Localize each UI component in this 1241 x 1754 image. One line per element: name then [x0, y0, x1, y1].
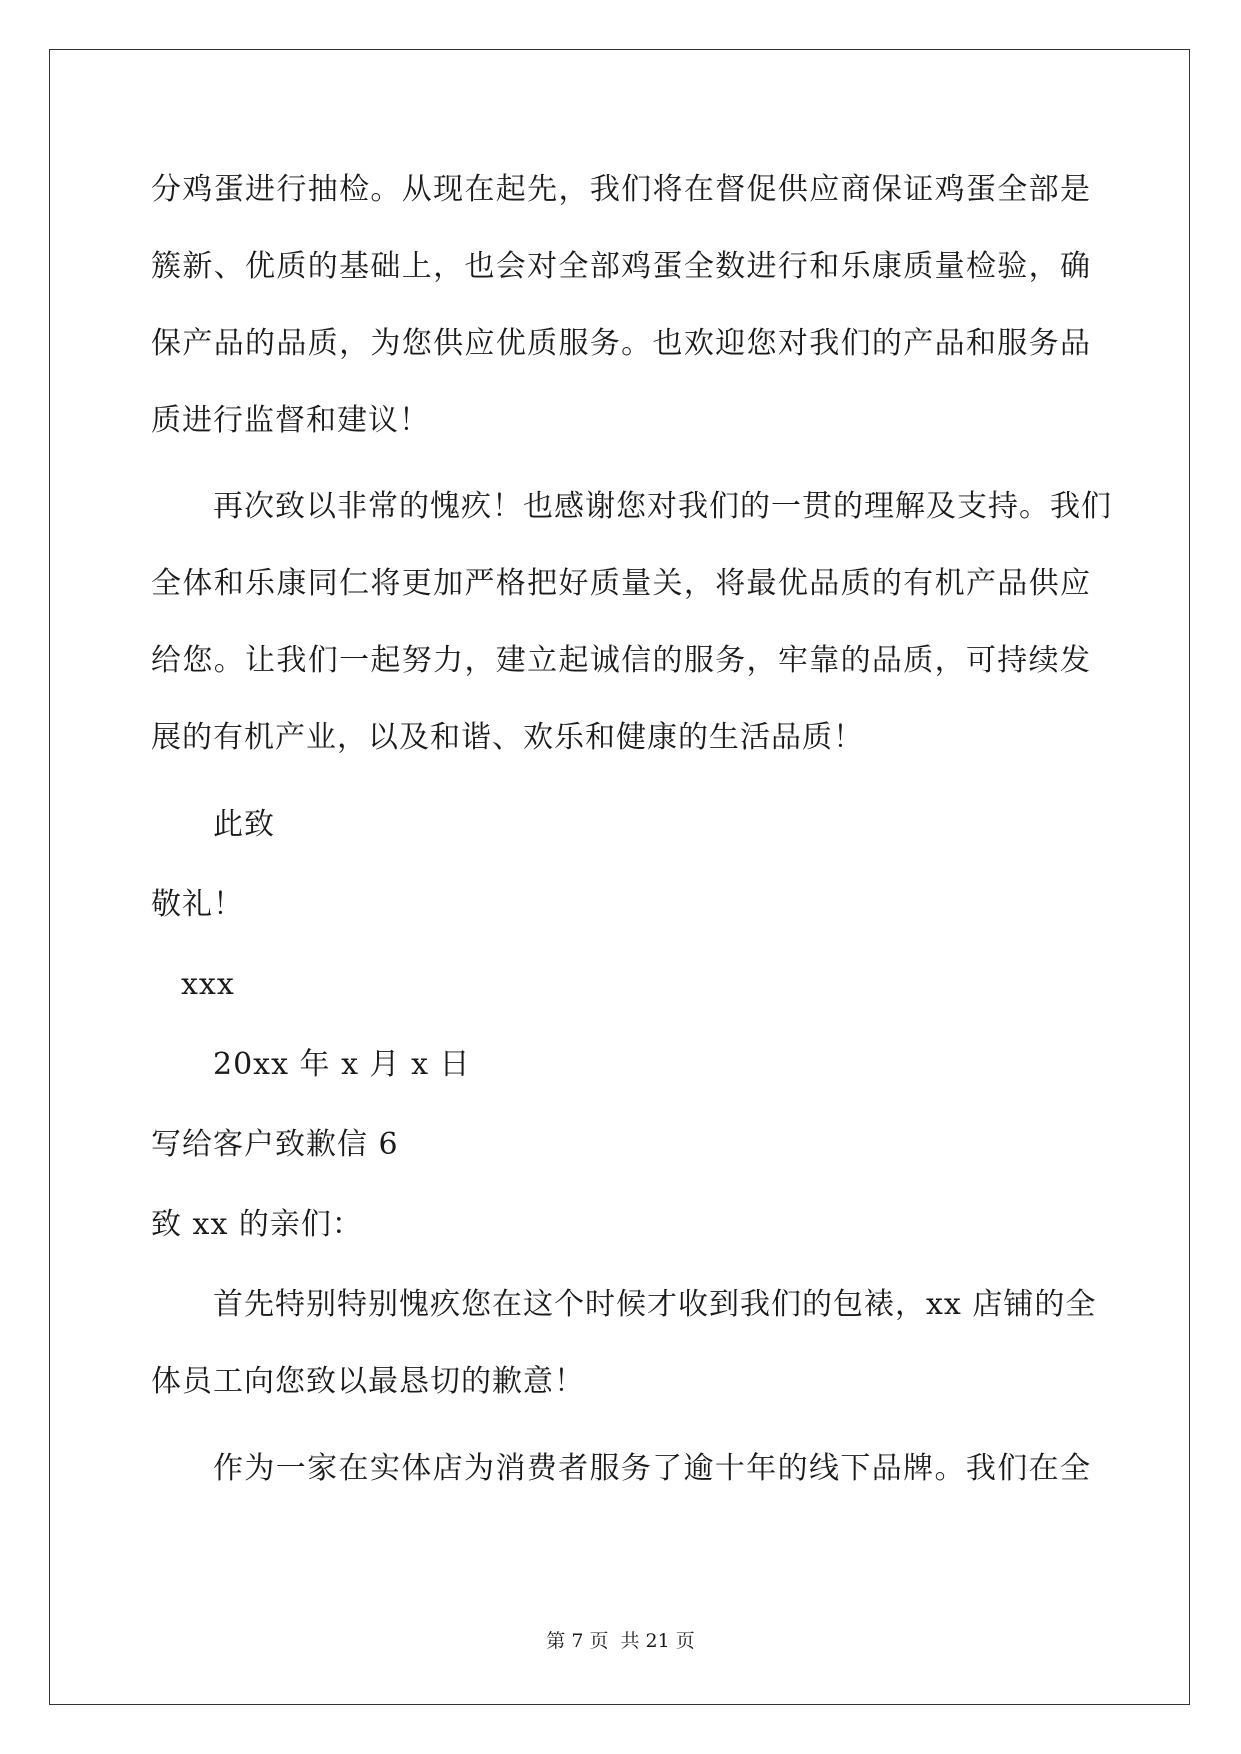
body-line: 质进行监督和建议！	[151, 403, 430, 438]
section-heading: 写给客户致歉信 6	[151, 1127, 399, 1162]
closing-salutation: 此致	[213, 807, 275, 842]
body-line: 保产品的品质，为您供应优质服务。也欢迎您对我们的产品和服务品	[151, 326, 1091, 361]
body-line: 给您。让我们一起努力，建立起诚信的服务，牢靠的品质，可持续发	[151, 643, 1091, 678]
body-line: 首先特别特别愧疚您在这个时候才收到我们的包裱，xx 店铺的全	[213, 1287, 1097, 1322]
body-line: 簇新、优质的基础上，也会对全部鸡蛋全数进行和乐康质量检验，确	[151, 249, 1091, 284]
page-footer	[0, 1629, 1241, 1653]
page-total: 共 21 页	[620, 1630, 695, 1652]
body-line: 全体和乐康同仁将更加严格把好质量关，将最优品质的有机产品供应	[151, 566, 1091, 601]
closing-regards: 敬礼！	[151, 887, 244, 922]
greeting: 致 xx 的亲们：	[151, 1207, 363, 1242]
date-line: 20xx 年 x 月 x 日	[213, 1047, 471, 1082]
body-line: 展的有机产业，以及和谐、欢乐和健康的生活品质！	[151, 720, 864, 755]
body-line: 分鸡蛋进行抽检。从现在起先，我们将在督促供应商保证鸡蛋全部是	[151, 172, 1091, 207]
body-line: 再次致以非常的愧疚！也感谢您对我们的一贯的理解及支持。我们	[213, 489, 1112, 524]
body-line: 作为一家在实体店为消费者服务了逾十年的线下品牌。我们在全	[213, 1451, 1091, 1486]
signature: xxx	[181, 967, 235, 1002]
page-number: 第 7 页	[546, 1630, 609, 1652]
body-line: 体员工向您致以最恳切的歉意！	[151, 1364, 585, 1399]
